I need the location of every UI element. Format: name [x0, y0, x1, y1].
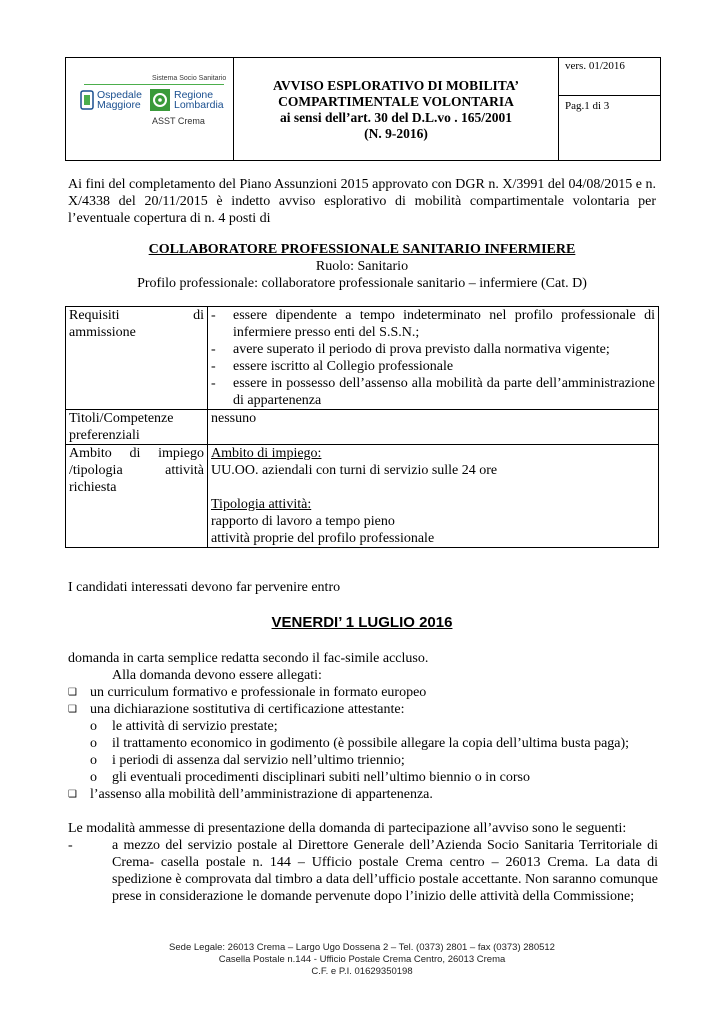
table-row	[66, 445, 659, 548]
version-label: vers. 01/2016	[559, 58, 660, 96]
allegati-text: Alla domanda devono essere allegati:	[112, 668, 322, 683]
requirements-table	[65, 306, 659, 548]
ambito-cell	[208, 445, 659, 548]
ospedale-text: Ospedale Maggiore	[97, 89, 142, 111]
sub-list-item: o i periodi di assenza dal servizio nell’ultimo triennio;	[68, 752, 658, 769]
list-item: - essere in possesso dell’assenso alla mobilità da parte dell’amministrazione di appartenenza	[211, 376, 655, 408]
candidates-text: I candidati interessati devono far pervenire entro	[68, 580, 341, 595]
header-meta	[559, 58, 660, 160]
titoli-label: Titoli/Competenze preferenziali	[66, 410, 208, 445]
requirements-label: Requisiti di ammissione	[66, 307, 208, 410]
deadline-date: VENERDI’ 1 LUGLIO 2016	[271, 614, 453, 631]
footer-line-2: Casella Postale n.144 - Ufficio Postale Crema Centro, 26013 Crema	[218, 954, 506, 965]
modalita-list	[68, 837, 658, 905]
domanda-text: domanda in carta semplice redatta secondo il fac-simile accluso.	[68, 651, 429, 666]
logo-divider	[84, 84, 224, 85]
table-row	[66, 307, 659, 410]
modalita-text: Le modalità ammesse di presentazione della domanda di partecipazione all’avviso sono le seguenti:	[68, 821, 627, 836]
header-title	[234, 58, 559, 160]
profile-line: Profilo professionale: collaboratore professionale sanitario – infermiere (Cat. D)	[137, 276, 587, 291]
title-line-3: ai sensi dell’art. 30 del D.L.vo . 165/2001	[279, 110, 513, 125]
regione-lombardia-icon	[150, 89, 170, 111]
ambito-heading: Ambito di impiego:	[211, 446, 322, 461]
logo-cell	[66, 58, 234, 160]
list-item: - avere superato il periodo di prova previsto dalla normativa vigente;	[211, 342, 610, 357]
tipologia-line-2: attività proprie del profilo professionale	[211, 531, 435, 546]
list-item: ❑ l’assenso alla mobilità dell’amministrazione di appartenenza.	[68, 787, 433, 802]
table-row	[66, 410, 659, 445]
role-line: Ruolo: Sanitario	[315, 259, 409, 274]
regione-text: Regione Lombardia	[174, 89, 224, 111]
ambito-value: UU.OO. aziendali con turni di servizio sulle 24 ore	[211, 463, 498, 478]
system-label: Sistema Socio Sanitario	[152, 75, 227, 82]
ospedale-icon	[80, 90, 94, 110]
checkbox-bullet-icon: ❑	[68, 704, 77, 715]
tipologia-line-1: rapporto di lavoro a tempo pieno	[211, 514, 395, 529]
circle-bullet-icon: o	[90, 770, 97, 785]
sub-list-item: o le attività di servizio prestate;	[68, 718, 658, 735]
position-title: COLLABORATORE PROFESSIONALE SANITARIO INFERMIERE	[148, 242, 576, 257]
list-item: - a mezzo del servizio postale al Direttore Generale dell’Azienda Socio Sanitaria Territoriale di Crema- casella postale n. 144 – Ufficio postale Crema centro – 26013 Crema. La data di spedizione è comprovata dal timbro a data dell’ufficio postale accettante. Non saranno comunque prese in considerazione le domande pervenute dopo l’inizio delle attività della Commissione;	[68, 838, 658, 904]
list-item: - essere dipendente a tempo indeterminato nel profilo professionale di infermiere presso enti del S.S.N.;	[211, 308, 655, 340]
page-footer	[0, 942, 724, 978]
attachments-list	[68, 684, 658, 803]
title-line-2: COMPARTIMENTALE VOLONTARIA	[278, 94, 514, 109]
asst-label: ASST Crema	[152, 116, 205, 126]
dash-bullet: -	[68, 838, 73, 853]
sub-list-item: o il trattamento economico in godimento (è possibile allegare la copia dell’ultima busta paga);	[68, 735, 658, 752]
sub-list-item: o gli eventuali procedimenti disciplinari subiti nell’ultimo biennio o in corso	[68, 769, 658, 786]
tipologia-heading: Tipologia attività:	[211, 497, 312, 512]
requirements-list	[208, 307, 659, 410]
footer-line-1: Sede Legale: 26013 Crema – Largo Ugo Dossena 2 – Tel. (0373) 2801 – fax (0373) 280512	[169, 942, 555, 953]
list-item: ❑ una dichiarazione sostitutiva di certificazione attestante:	[68, 702, 405, 717]
ambito-label: Ambito di impiego /tipologia attività richiesta	[66, 445, 208, 548]
footer-line-3: C.F. e P.I. 01629350198	[311, 966, 413, 977]
circle-bullet-icon: o	[90, 736, 97, 751]
title-line-4: (N. 9-2016)	[364, 126, 428, 141]
list-item: ❑ un curriculum formativo e professionale in formato europeo	[68, 685, 427, 700]
titoli-value: nessuno	[208, 410, 659, 445]
circle-bullet-icon: o	[90, 753, 97, 768]
document-header	[65, 57, 661, 161]
title-line-1: AVVISO ESPLORATIVO DI MOBILITA’	[273, 78, 519, 93]
checkbox-bullet-icon: ❑	[68, 789, 77, 800]
intro-paragraph: Ai fini del completamento del Piano Assunzioni 2015 approvato con DGR n. X/3991 del 04/08/2015 e n. X/4338 del 20/11/2015 è indetto avviso esplorativo di mobilità compartimentale volontaria per l’eventuale copertura di n. 4 posti di	[68, 177, 656, 226]
page-number: Pag.1 di 3	[565, 100, 610, 112]
list-item: - essere iscritto al Collegio professionale	[211, 359, 454, 374]
circle-bullet-icon: o	[90, 719, 97, 734]
checkbox-bullet-icon: ❑	[68, 687, 77, 698]
